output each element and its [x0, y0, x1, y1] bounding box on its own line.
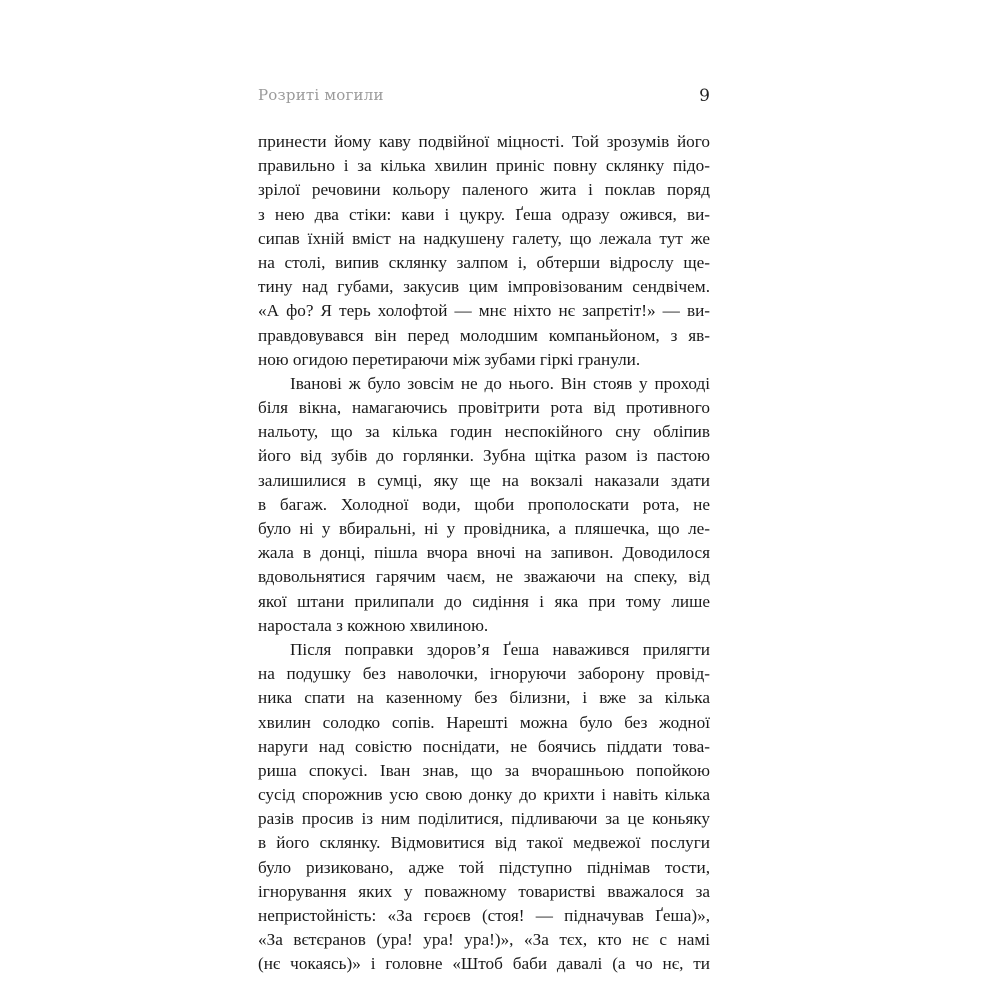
text-line: сусід спорожнив усю свою донку до крихти і навіть кілька [258, 785, 710, 805]
body-text [258, 130, 710, 977]
text-line: правильно і за кілька хвилин приніс повну склянку підо- [258, 156, 710, 176]
text-line: нальоту, що за кілька годин неспокійного сну обліпив [258, 422, 710, 442]
text-line: принести йому каву подвійної міцності. Той зрозумів його [258, 132, 710, 151]
text-line: з нею два стіки: кави і цукру. Ґеша одразу ожився, ви- [258, 204, 710, 224]
text-line: ника спати на казенному без білизни, і вже за кілька [258, 688, 710, 708]
text-line: сипав їхній вміст на надкушену галету, що лежала тут же [258, 228, 710, 248]
text-line: в його склянку. Відмовитися від такої медвежої послуги [258, 833, 710, 853]
text-line: вдовольнятися гарячим чаєм, не зважаючи на спеку, від [258, 567, 710, 587]
text-line: жала в донці, пішла вчора вночі на запивон. Доводилося [258, 543, 710, 563]
running-head: Розриті могили [258, 86, 384, 104]
text-line: Іванові ж було зовсім не до нього. Він стояв у проході [290, 373, 710, 393]
page-number: 9 [699, 86, 710, 106]
text-line: правдовувався він перед молодшим компаньйоном, з яв- [258, 325, 710, 345]
text-line: Після поправки здоров’я Ґеша наважився прилягти [290, 639, 710, 659]
text-line: (нє чокаясь)» і головне «Штоб баби давалі (а чо нє, ти [258, 954, 710, 974]
text-line: «А фо? Я терь холофтой — мнє ніхто нє запрєтіт!» — ви- [258, 301, 710, 321]
text-line: хвилин солодко сопів. Нарешті можна було без жодної [258, 712, 710, 732]
text-line: біля вікна, намагаючись провітрити рота від противного [258, 398, 710, 418]
text-line: його від зубів до горлянки. Зубна щітка разом із пастою [258, 446, 710, 466]
text-line: ною огидою перетираючи між зубами гіркі гранули. [258, 349, 641, 369]
text-line: разів просив із ним поділитися, підливаючи за це коньяку [258, 809, 710, 829]
text-line: риша спокусі. Іван знав, що за вчорашньою попойкою [258, 760, 710, 780]
text-line: «За вєтєранов (ура! ура! ура!)», «За тєх, кто нє с намі [258, 930, 710, 950]
text-line: було ні у вбиральні, ні у провідника, а пляшечка, що ле- [258, 519, 710, 538]
text-line: залишилися в сумці, яку ще на вокзалі наказали здати [258, 470, 710, 490]
text-line: на подушку без наволочки, ігноруючи заборону провід- [258, 664, 710, 684]
text-line: зрілої речовини кольору паленого жита і поклав поряд [258, 180, 710, 200]
text-line: на столі, випив склянку залпом і, обтерши відрослу ще- [258, 252, 710, 272]
text-line: наростала з кожною хвилиною. [258, 615, 489, 635]
text-line: тину над губами, закусив цим імпровізованим сендвічем. [258, 277, 710, 297]
text-line: наруги над совістю поснідати, не боячись піддати това- [258, 736, 710, 756]
text-line: в багаж. Холодної води, щоби прополоскати рота, не [258, 494, 710, 514]
text-line: ігнорування яких у поважному товаристві вважалося за [258, 881, 710, 901]
text-line: якої штани прилипали до сидіння і яка при тому лише [258, 591, 710, 611]
text-line: було ризиковано, адже той підступно піднімав тости, [258, 857, 710, 877]
text-line: непристойність: «За гєроєв (стоя! — підначував Ґеша)», [258, 906, 710, 925]
